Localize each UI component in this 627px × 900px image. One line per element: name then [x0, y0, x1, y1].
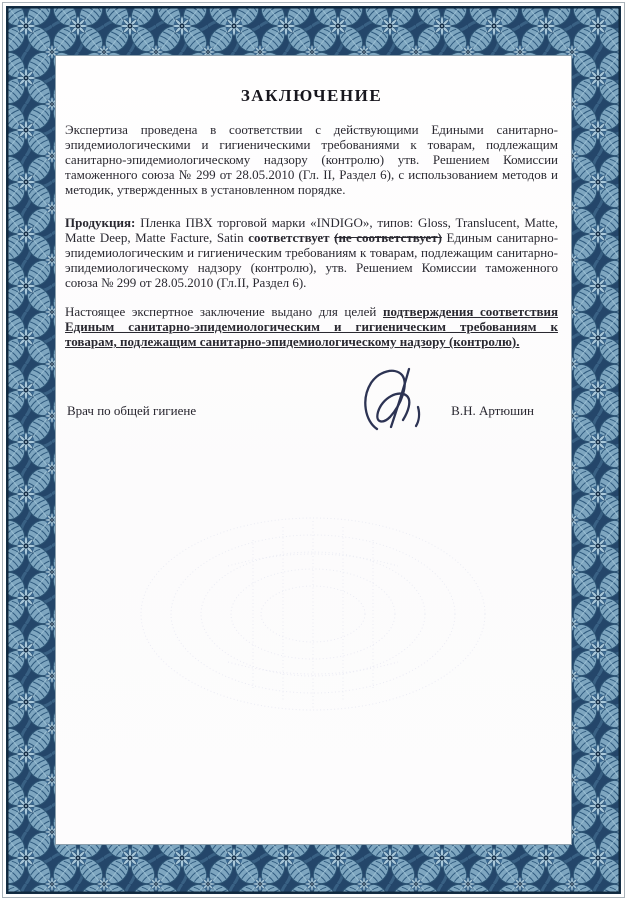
production-label: Продукция: [65, 215, 136, 230]
production-text-after: Единым санитарно-эпидемиологическим и гигиеническим требованиям к товарам, подлежащим санитарно-эпидемиологическому надзору (контролю), утв. Решением Комиссии таможенного союза № 299 от 28.05.2010 (Гл.II, Раздел 6). [65, 230, 559, 290]
document-sheet [56, 56, 571, 844]
signature-row [65, 381, 558, 453]
document-content [65, 86, 558, 453]
conclusion-text-before: Настоящее экспертное заключение выдано для целей [65, 304, 377, 319]
paragraph-expertise: Экспертиза проведена в соответствии с действующими Едиными санитарно-эпидемиологическими и гигиеническими требованиями к товарам, подлежащим санитарно-эпидемиологическому надзору (контролю) утв. Решением Комиссии таможенного союза № 299 от 28.05.2010 (Гл. II, Раздел 6), с использованием методов и методик, утвержденных в установленном порядке. [65, 122, 558, 197]
paragraph-production [65, 215, 558, 290]
watermark-guilloche-icon [132, 508, 494, 720]
conclusion-emphasized-text: подтверждения соответствия Единым санитарно-эпидемиологическим и гигиеническим требованиям к товарам, подлежащим санитарно-эпидемиологическому надзору (контролю). [65, 304, 558, 349]
signer-role: Врач по общей гигиене [67, 403, 197, 418]
not-corresponds-text: (не соответствует) [334, 230, 442, 245]
handwritten-signature-icon [347, 365, 439, 437]
paragraph-conclusion [65, 304, 558, 349]
signer-name: В.Н. Артюшин [451, 403, 534, 418]
corresponds-text: соответствует [248, 230, 330, 245]
production-text-before: Пленка ПВХ торговой марки «INDIGO», типов: Gloss, Translucent, Matte, Matte Deep, Matte Facture, Satin [65, 215, 558, 245]
document-title: ЗАКЛЮЧЕНИЕ [240, 86, 383, 105]
